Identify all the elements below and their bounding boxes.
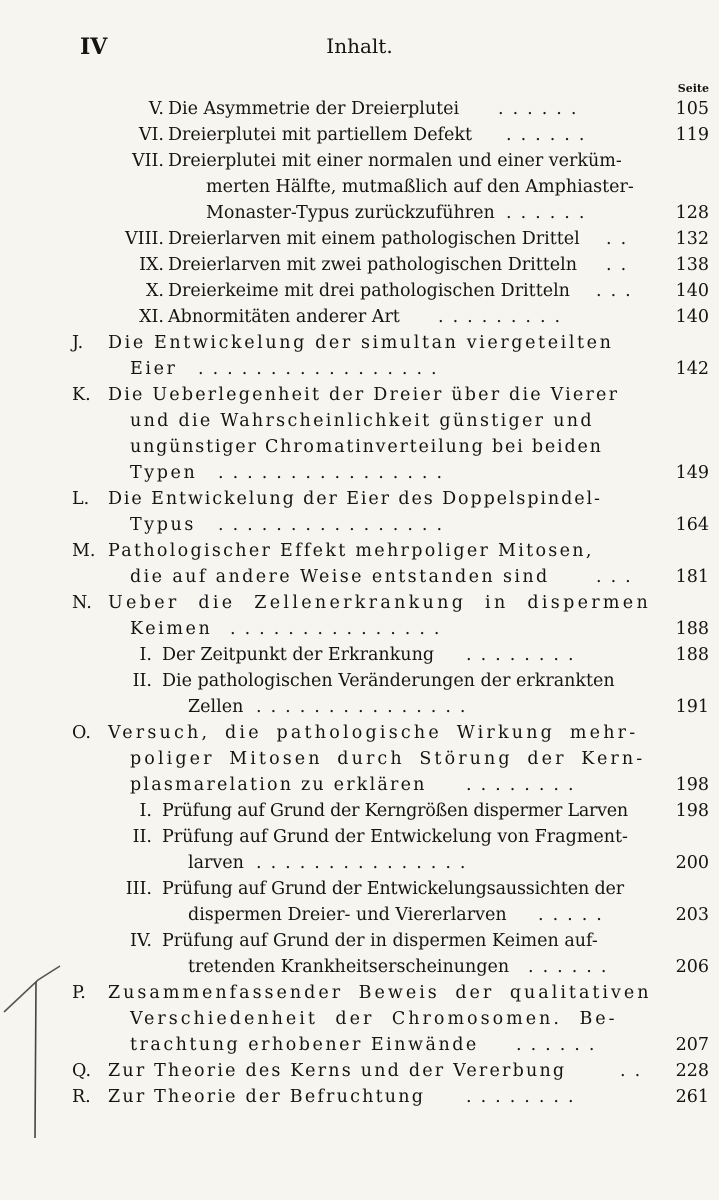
entry-page: 149	[675, 463, 709, 483]
toc-entry[interactable]	[0, 928, 719, 954]
entry-title-line: Prüfung auf Grund der in dispermen Keimen auf-	[162, 931, 598, 951]
entry-page: 142	[675, 359, 709, 379]
entry-page: 203	[675, 905, 709, 925]
leader-dots: ..	[606, 255, 636, 275]
entry-title-line: Typen	[130, 463, 198, 483]
entry-page: 261	[675, 1087, 709, 1107]
entry-number: IX.	[139, 255, 164, 275]
toc-entries	[0, 96, 719, 1110]
toc-entry[interactable]	[0, 980, 719, 1006]
leader-dots: ........	[466, 645, 583, 665]
entry-page: 200	[675, 853, 709, 873]
toc-entry-continuation	[0, 850, 719, 876]
toc-entry[interactable]	[0, 1058, 719, 1084]
toc-entry[interactable]	[0, 798, 719, 824]
toc-entry-continuation	[0, 200, 719, 226]
leader-dots: .....	[538, 905, 611, 925]
entry-title-line: larven	[188, 853, 244, 873]
toc-entry[interactable]	[0, 330, 719, 356]
leader-dots: ......	[506, 125, 594, 145]
entry-number: IV.	[129, 931, 152, 951]
leader-dots: ......	[528, 957, 616, 977]
entry-page: 228	[675, 1061, 709, 1081]
entry-page: 181	[675, 567, 709, 587]
toc-entry[interactable]	[0, 96, 719, 122]
entry-title-line: Zusammenfassender Beweis der qualitativen	[108, 983, 652, 1003]
leader-dots: ...	[596, 281, 640, 301]
toc-entry-continuation	[0, 434, 719, 460]
toc-entry[interactable]	[0, 304, 719, 330]
leader-dots: ..	[606, 229, 636, 249]
entry-title-line: Ueber die Zellenerkrankung in dispermen	[108, 593, 652, 613]
entry-title-line: Pathologischer Effekt mehrpoliger Mitosen,	[108, 541, 594, 561]
entry-title-line: Dreierkeime mit drei pathologischen Dritteln	[168, 281, 570, 301]
entry-title-line: Zellen	[188, 697, 244, 717]
leader-dots: ................	[218, 515, 452, 535]
entry-title-line: plasmarelation zu erklären	[130, 775, 427, 795]
entry-title-line: Abnormitäten anderer Art	[168, 307, 400, 327]
entry-title-line: Dreierplutei mit einer normalen und einer verküm-	[168, 151, 622, 171]
entry-title-line: Dreierlarven mit einem pathologischen Drittel	[168, 229, 580, 249]
entry-title-line: Dreierlarven mit zwei pathologischen Dritteln	[168, 255, 577, 275]
entry-number: R.	[72, 1087, 91, 1107]
leader-dots: ...............	[230, 619, 449, 639]
toc-entry[interactable]	[0, 148, 719, 174]
entry-title-line: poliger Mitosen durch Störung der Kern-	[130, 749, 646, 769]
entry-title-line: Typus	[130, 515, 197, 535]
leader-dots: ......	[498, 99, 586, 119]
entry-number: VII.	[131, 151, 164, 171]
entry-title-line: Monaster-Typus zurückzuführen	[206, 203, 495, 223]
leader-dots: ..	[620, 1061, 650, 1081]
entry-number: L.	[72, 489, 90, 509]
entry-page: 119	[675, 125, 709, 145]
page-column-label: Seite	[677, 82, 709, 95]
toc-entry[interactable]	[0, 876, 719, 902]
leader-dots: ......	[506, 203, 594, 223]
toc-entry[interactable]	[0, 382, 719, 408]
leader-dots: ...............	[256, 697, 475, 717]
entry-number: II.	[132, 827, 152, 847]
toc-entry[interactable]	[0, 252, 719, 278]
entry-number: M.	[72, 541, 96, 561]
toc-entry[interactable]	[0, 278, 719, 304]
entry-page: 164	[675, 515, 709, 535]
entry-number: N.	[72, 593, 92, 613]
entry-title-line: Die Ueberlegenheit der Dreier über die Vierer	[108, 385, 620, 405]
toc-entry-continuation	[0, 460, 719, 486]
entry-title-line: Der Zeitpunkt der Erkrankung	[162, 645, 435, 665]
leader-dots: ........	[466, 1087, 583, 1107]
entry-title-line: ungünstiger Chromatinverteilung bei beiden	[130, 437, 603, 457]
entry-title-line: Zur Theorie des Kerns und der Vererbung	[108, 1061, 567, 1081]
entry-title-line: Dreierplutei mit partiellem Defekt	[168, 125, 473, 145]
entry-title-line: Prüfung auf Grund der Entwickelungsaussichten der	[162, 879, 624, 899]
entry-title-line: Die Asymmetrie der Dreierplutei	[168, 99, 460, 119]
toc-entry-continuation	[0, 1006, 719, 1032]
entry-number: I.	[139, 645, 152, 665]
toc-entry[interactable]	[0, 486, 719, 512]
entry-number: III.	[125, 879, 152, 899]
entry-page: 132	[675, 229, 709, 249]
toc-entry[interactable]	[0, 642, 719, 668]
entry-number: O.	[72, 723, 91, 743]
entry-number: P.	[72, 983, 86, 1003]
entry-page: 140	[675, 307, 709, 327]
entry-number: XI.	[139, 307, 164, 327]
toc-entry-continuation	[0, 772, 719, 798]
toc-entry[interactable]	[0, 538, 719, 564]
toc-entry-continuation	[0, 616, 719, 642]
entry-title-line: und die Wahrscheinlichkeit günstiger und	[130, 411, 594, 431]
entry-number: V.	[148, 99, 164, 119]
entry-title-line: Die Entwickelung der Eier des Doppelspindel-	[108, 489, 602, 509]
entry-page: 188	[675, 645, 709, 665]
toc-entry-continuation	[0, 512, 719, 538]
toc-entry[interactable]	[0, 824, 719, 850]
entry-title-line: Prüfung auf Grund der Kerngrößen dispermer Larven	[162, 801, 628, 821]
toc-entry-continuation	[0, 694, 719, 720]
toc-entry-continuation	[0, 356, 719, 382]
entry-page: 105	[675, 99, 709, 119]
entry-page: 138	[675, 255, 709, 275]
entry-number: I.	[139, 801, 152, 821]
toc-entry[interactable]	[0, 122, 719, 148]
entry-title-line: Zur Theorie der Befruchtung	[108, 1087, 426, 1107]
page-number: IV	[80, 34, 108, 60]
leader-dots: .................	[198, 359, 446, 379]
entry-number: J.	[72, 333, 84, 353]
toc-entry-continuation	[0, 954, 719, 980]
entry-title-line: tretenden Krankheitserscheinungen	[188, 957, 510, 977]
leader-dots: ........	[466, 775, 583, 795]
entry-number: Q.	[72, 1061, 92, 1081]
toc-entry[interactable]	[0, 668, 719, 694]
entry-page: 188	[675, 619, 709, 639]
entry-title-line: Eier	[130, 359, 178, 379]
entry-page: 128	[675, 203, 709, 223]
entry-page: 206	[675, 957, 709, 977]
toc-entry[interactable]	[0, 720, 719, 746]
leader-dots: ................	[218, 463, 452, 483]
leader-dots: ...	[596, 567, 640, 587]
toc-entry-continuation	[0, 564, 719, 590]
entry-title-line: die auf andere Weise entstanden sind	[130, 567, 550, 587]
entry-title-line: merten Hälfte, mutmaßlich auf den Amphiaster-	[206, 177, 634, 197]
toc-entry-continuation	[0, 902, 719, 928]
entry-title-line: dispermen Dreier- und Viererlarven	[188, 905, 507, 925]
toc-entry[interactable]	[0, 1084, 719, 1110]
entry-page: 198	[675, 801, 709, 821]
entry-number: VI.	[138, 125, 164, 145]
page-title: Inhalt.	[326, 34, 393, 58]
entry-title-line: Die Entwickelung der simultan viergeteilten	[108, 333, 614, 353]
leader-dots: ...............	[256, 853, 475, 873]
entry-title-line: trachtung erhobener Einwände	[130, 1035, 479, 1055]
entry-page: 140	[675, 281, 709, 301]
entry-number: X.	[145, 281, 164, 301]
entry-page: 207	[675, 1035, 709, 1055]
entry-page: 191	[675, 697, 709, 717]
leader-dots: .........	[438, 307, 570, 327]
entry-number: VIII.	[125, 229, 164, 249]
entry-title-line: Verschiedenheit der Chromosomen. Be-	[130, 1009, 618, 1029]
leader-dots: ......	[516, 1035, 604, 1055]
entry-page: 198	[675, 775, 709, 795]
toc-entry-continuation	[0, 1032, 719, 1058]
toc-entry[interactable]	[0, 590, 719, 616]
entry-title-line: Versuch, die pathologische Wirkung mehr-	[108, 723, 639, 743]
toc-entry-continuation	[0, 746, 719, 772]
toc-entry[interactable]	[0, 226, 719, 252]
entry-title-line: Keimen	[130, 619, 213, 639]
toc-entry-continuation	[0, 408, 719, 434]
entry-title-line: Die pathologischen Veränderungen der erkrankten	[162, 671, 615, 691]
entry-number: II.	[132, 671, 152, 691]
toc-entry-continuation	[0, 174, 719, 200]
entry-title-line: Prüfung auf Grund der Entwickelung von Fragment-	[162, 827, 628, 847]
entry-number: K.	[72, 385, 91, 405]
